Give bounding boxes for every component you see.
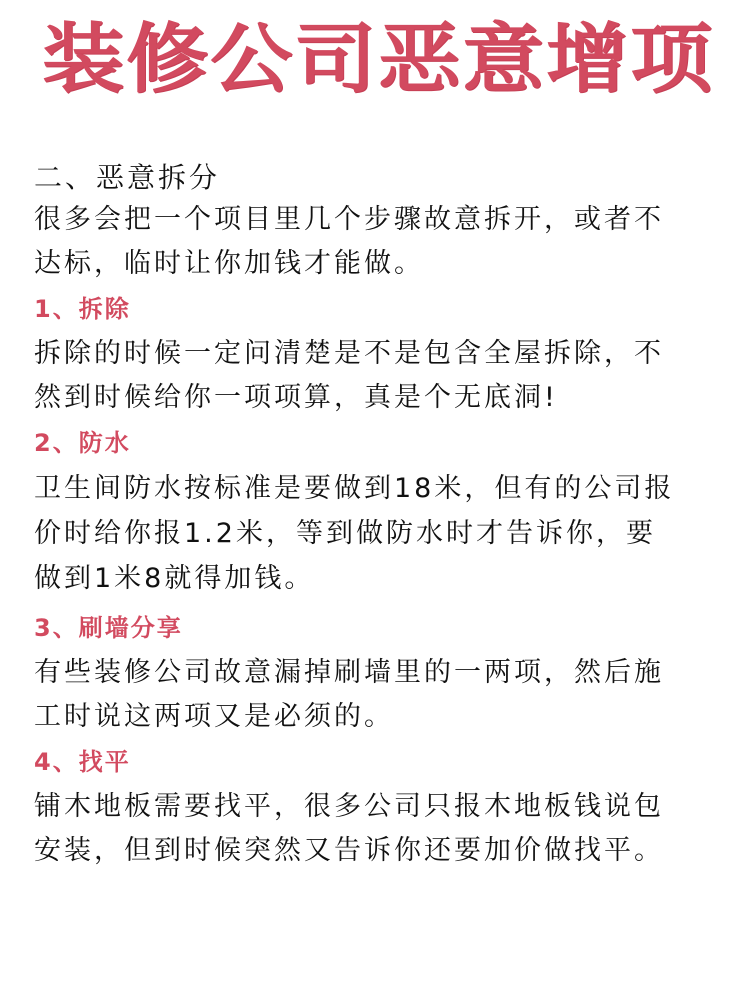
page-title: 装修公司恶意增项 <box>41 15 714 104</box>
item-leveling-line-1: 铺木地板需要找平，很多公司只报木地板钱说包 <box>34 791 664 822</box>
item-waterproofing-line-3: 做到1米8就得加钱。 <box>34 563 315 594</box>
item-demolition-line-2: 然到时候给你一项项算，真是个无底洞! <box>34 382 558 413</box>
item-waterproofing-line-1: 卫生间防水按标准是要做到18米，但有的公司报 <box>34 473 675 504</box>
item-wall-painting-line-1: 有些装修公司故意漏掉刷墙里的一两项，然后施 <box>34 657 664 688</box>
item-leveling-line-2: 安装，但到时候突然又告诉你还要加价做找平。 <box>34 835 664 866</box>
intro-line-1: 很多会把一个项目里几个步骤故意拆开，或者不 <box>34 204 664 235</box>
item-demolition-line-1: 拆除的时候一定问清楚是不是包含全屋拆除，不 <box>34 338 664 369</box>
article-body <box>34 158 724 873</box>
item-heading-waterproofing: 2、防水 <box>34 429 131 457</box>
item-heading-demolition: 1、拆除 <box>34 295 131 323</box>
intro-line-2: 达标，临时让你加钱才能做。 <box>34 248 424 279</box>
section-title: 二、恶意拆分 <box>34 161 221 194</box>
item-waterproofing-line-2: 价时给你报1.2米，等到做防水时才告诉你，要 <box>34 518 656 549</box>
item-heading-wall-painting: 3、刷墙分享 <box>34 614 183 642</box>
item-heading-leveling: 4、找平 <box>34 748 131 776</box>
item-wall-painting-line-2: 工时说这两项又是必须的。 <box>34 701 394 732</box>
